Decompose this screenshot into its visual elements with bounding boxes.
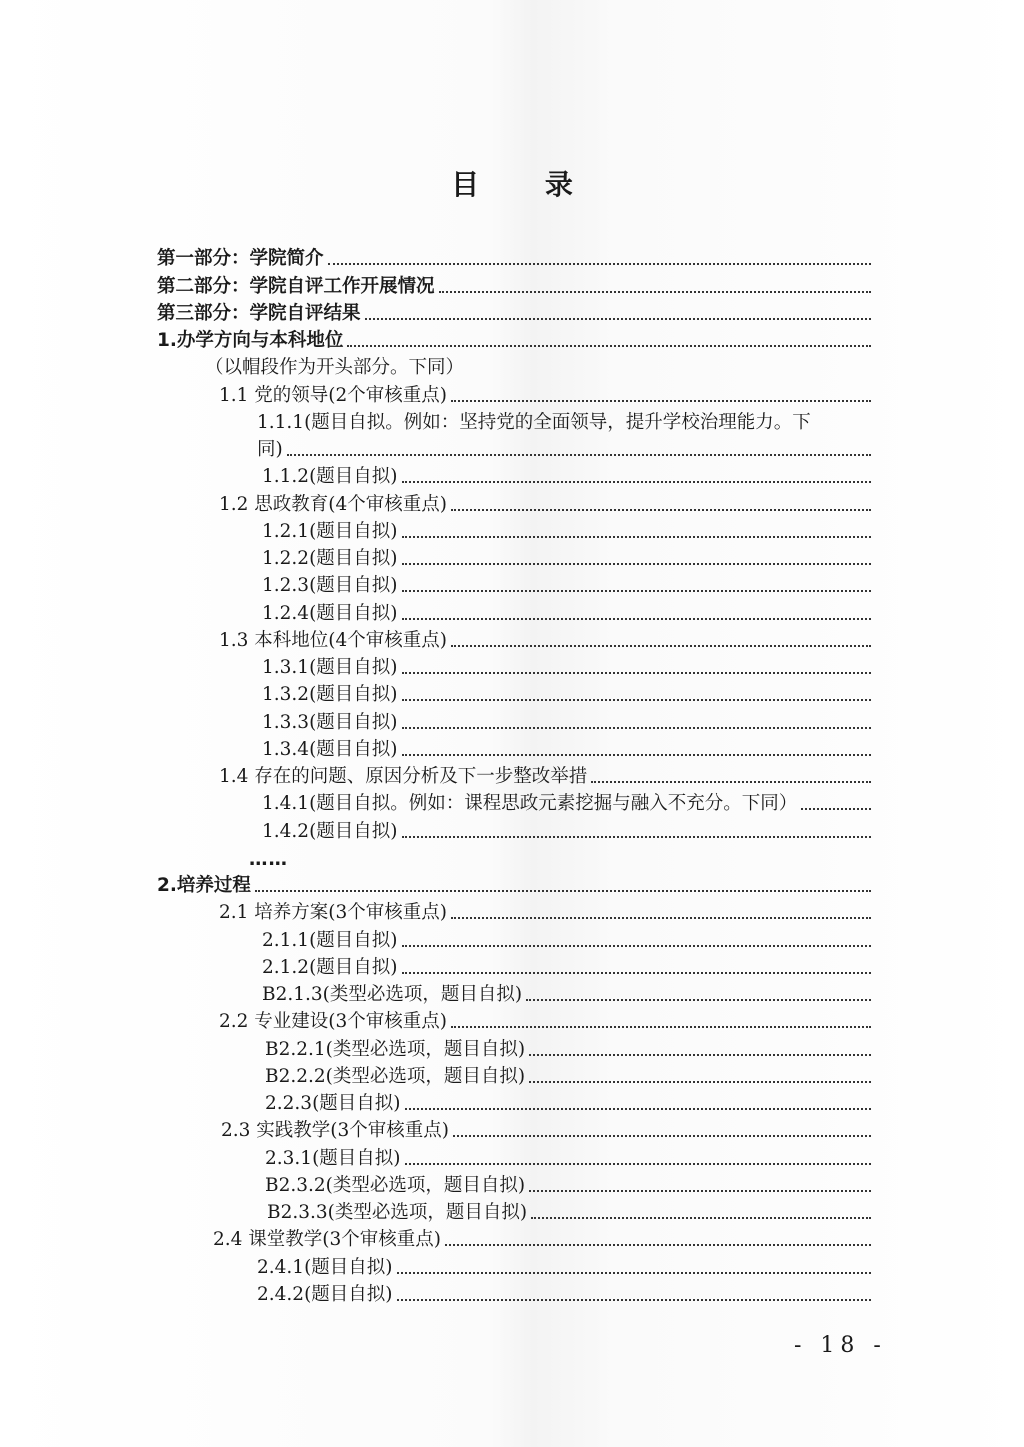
- toc-entry[interactable]: [157, 270, 873, 297]
- toc-entry-label: （以帽段作为开头部分。下同）: [205, 357, 465, 379]
- toc-entry[interactable]: [157, 761, 873, 788]
- dot-leader: [402, 618, 871, 620]
- toc-entry-label: 1.3.2(题目自拟): [262, 684, 398, 706]
- dot-leader: [287, 454, 871, 456]
- toc-entry[interactable]: [157, 652, 873, 679]
- toc-entry[interactable]: [157, 1115, 873, 1142]
- dot-leader: [365, 318, 871, 320]
- toc-entry[interactable]: [157, 706, 873, 733]
- dot-leader: [529, 1081, 871, 1083]
- toc-entry[interactable]: [157, 1006, 873, 1033]
- toc-entry-label: 1.2.4(题目自拟): [262, 602, 398, 624]
- dot-leader: [451, 509, 871, 511]
- toc-entry-label: 1.3.4(题目自拟): [262, 738, 398, 760]
- table-of-contents: [157, 243, 873, 1306]
- toc-entry-label: 1.2 思政教育(4个审核重点): [219, 493, 448, 515]
- toc-entry-label: 2.3 实践教学(3个审核重点): [221, 1120, 450, 1142]
- toc-entry[interactable]: [157, 379, 873, 406]
- dot-leader: [397, 1299, 871, 1301]
- dot-leader: [405, 1163, 871, 1165]
- toc-entry[interactable]: [157, 625, 873, 652]
- toc-entry[interactable]: [157, 1061, 873, 1088]
- toc-entry-label: B2.3.2(类型必选项，题目自拟): [265, 1174, 526, 1196]
- dot-leader: [402, 672, 871, 674]
- dot-leader: [402, 727, 871, 729]
- toc-entry-label: 2.2.3(题目自拟): [265, 1093, 401, 1114]
- toc-entry-label: 2.4.1(题目自拟): [257, 1256, 393, 1278]
- toc-entry-label: B2.1.3(类型必选项，题目自拟): [262, 984, 523, 1005]
- dot-leader: [801, 808, 871, 810]
- toc-entry[interactable]: [157, 1170, 873, 1197]
- toc-entry[interactable]: [157, 434, 873, 461]
- toc-entry-label: B2.3.3(类型必选项，题目自拟): [267, 1202, 528, 1223]
- toc-entry[interactable]: [157, 979, 873, 1006]
- toc-entry[interactable]: [157, 407, 873, 434]
- toc-entry[interactable]: [157, 1224, 873, 1251]
- toc-entry[interactable]: [157, 843, 873, 870]
- dot-leader: [451, 1026, 871, 1028]
- toc-entry[interactable]: [157, 952, 873, 979]
- dot-leader: [402, 481, 871, 483]
- toc-entry[interactable]: [157, 597, 873, 624]
- toc-entry-label: B2.2.2(类型必选项，题目自拟): [265, 1065, 526, 1087]
- toc-entry-label: 1.4.2(题目自拟): [262, 820, 398, 842]
- toc-entry[interactable]: [157, 1088, 873, 1115]
- toc-entry[interactable]: [157, 679, 873, 706]
- toc-entry[interactable]: [157, 570, 873, 597]
- toc-entry-label: 2.3.1(题目自拟): [265, 1147, 401, 1169]
- toc-entry-label: 1.1.1(题目自拟。例如：坚持党的全面领导，提升学校治理能力。下: [257, 411, 811, 433]
- toc-entry[interactable]: [157, 1033, 873, 1060]
- toc-entry-label: 1.1 党的领导(2个审核重点): [219, 384, 448, 406]
- toc-entry[interactable]: [157, 352, 873, 379]
- toc-entry-label: 2.1.1(题目自拟): [262, 929, 398, 951]
- dot-leader: [402, 536, 871, 538]
- toc-entry[interactable]: [157, 516, 873, 543]
- dot-leader: [402, 590, 871, 592]
- toc-entry[interactable]: [157, 1142, 873, 1169]
- dot-leader: [397, 1272, 871, 1274]
- dot-leader: [591, 781, 871, 783]
- dot-leader: [402, 836, 871, 838]
- dot-leader: [255, 890, 871, 892]
- dot-leader: [405, 1108, 871, 1110]
- toc-entry-label: 2.4 课堂教学(3个审核重点): [213, 1229, 442, 1251]
- dot-leader: [402, 972, 871, 974]
- dot-leader: [526, 999, 871, 1001]
- dot-leader: [402, 699, 871, 701]
- dot-leader: [439, 291, 871, 293]
- toc-entry[interactable]: [157, 1197, 873, 1224]
- toc-entry[interactable]: [157, 243, 873, 270]
- toc-entry-label: 1.1.2(题目自拟): [262, 466, 398, 488]
- toc-entry-label: 2.1 培养方案(3个审核重点): [219, 902, 448, 924]
- dot-leader: [347, 345, 871, 347]
- toc-entry-label: 1.2.3(题目自拟): [262, 575, 398, 597]
- toc-entry-label: 2.培养过程: [157, 875, 251, 896]
- toc-entry-label: 2.4.2(题目自拟): [257, 1283, 393, 1305]
- toc-entry-label: 1.2.1(题目自拟): [262, 520, 398, 542]
- dot-leader: [402, 563, 871, 565]
- toc-entry-label: 2.1.2(题目自拟): [262, 956, 398, 978]
- dot-leader: [453, 1135, 871, 1137]
- toc-entry[interactable]: [157, 298, 873, 325]
- toc-entry[interactable]: [157, 461, 873, 488]
- toc-entry[interactable]: [157, 1251, 873, 1278]
- dot-leader: [451, 400, 871, 402]
- toc-entry[interactable]: [157, 325, 873, 352]
- toc-entry[interactable]: [157, 734, 873, 761]
- dot-leader: [451, 645, 871, 647]
- toc-entry[interactable]: [157, 924, 873, 951]
- dot-leader: [529, 1190, 871, 1192]
- toc-entry-label: 同): [257, 439, 283, 460]
- toc-entry-label: 1.办学方向与本科地位: [157, 330, 344, 351]
- toc-entry-label: 1.3.1(题目自拟): [262, 657, 398, 678]
- page-number: - 18 -: [794, 1333, 887, 1358]
- toc-entry-label: B2.2.1(类型必选项，题目自拟): [265, 1038, 526, 1060]
- toc-entry[interactable]: [157, 870, 873, 897]
- dot-leader: [451, 917, 871, 919]
- dot-leader: [531, 1217, 871, 1219]
- toc-entry[interactable]: [157, 897, 873, 924]
- toc-entry-label: 1.4.1(题目自拟。例如：课程思政元素挖掘与融入不充分。下同）: [262, 793, 798, 815]
- dot-leader: [328, 263, 871, 265]
- toc-title: 目 录: [451, 168, 601, 201]
- toc-entry-label: 1.2.2(题目自拟): [262, 548, 398, 569]
- toc-entry-label: 第一部分：学院简介: [157, 248, 324, 270]
- toc-entry-label: 1.3.3(题目自拟): [262, 711, 398, 733]
- dot-leader: [445, 1244, 871, 1246]
- toc-entry-label: 1.4 存在的问题、原因分析及下一步整改举措: [219, 766, 588, 787]
- toc-entry[interactable]: [157, 543, 873, 570]
- dot-leader: [402, 945, 871, 947]
- dot-leader: [529, 1054, 871, 1056]
- toc-entry[interactable]: [157, 1279, 873, 1306]
- toc-entry-label: 1.3 本科地位(4个审核重点): [219, 629, 448, 651]
- toc-entry-label: ……: [249, 848, 288, 870]
- toc-entry[interactable]: [157, 488, 873, 515]
- toc-entry-label: 第二部分：学院自评工作开展情况: [157, 275, 435, 297]
- dot-leader: [402, 754, 871, 756]
- toc-entry[interactable]: [157, 815, 873, 842]
- toc-entry-label: 2.2 专业建设(3个审核重点): [219, 1011, 448, 1033]
- toc-entry-label: 第三部分：学院自评结果: [157, 302, 361, 324]
- toc-entry[interactable]: [157, 788, 873, 815]
